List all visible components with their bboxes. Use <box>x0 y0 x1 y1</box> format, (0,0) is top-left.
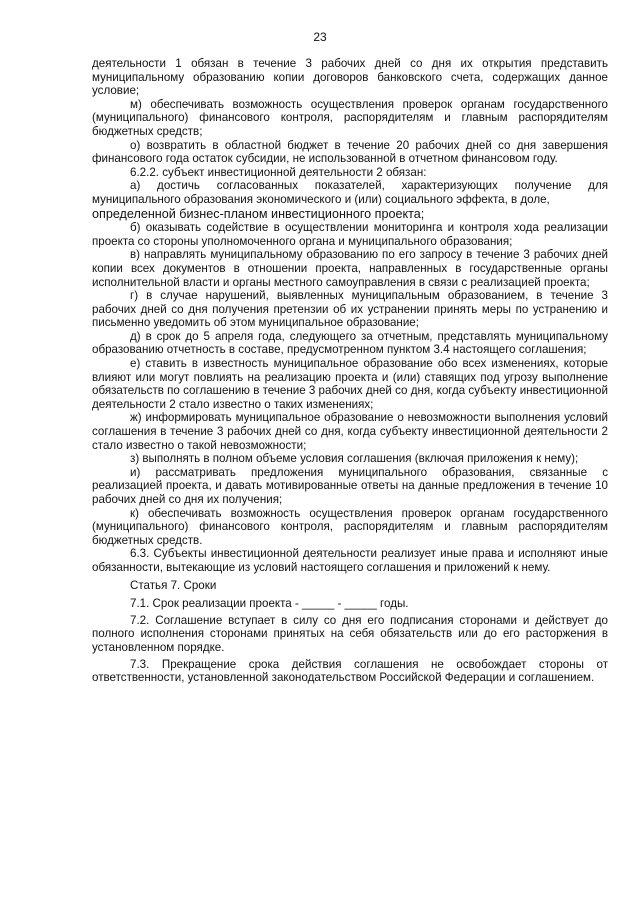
paragraph-item-zh: ж) информировать муниципальное образование о невозможности выполнения условий соглашения в течение 3 рабочих дней со дня, когда субъекту инвестиционной деятельности 2 стало известно о такой невозможности; <box>92 411 608 452</box>
paragraph-item-d: д) в срок до 5 апреля года, следующего за отчетным, представлять муниципальному образованию отчетность в составе, предусмотренном пунктом 3.4 настоящего соглашения; <box>92 329 608 357</box>
paragraph-item-o: о) возвратить в областной бюджет в течение 20 рабочих дней со дня завершения финансового года остаток субсидии, не использованной в отчетном финансовом году. <box>92 138 608 166</box>
paragraph-item-a-continuation: определенной бизнес-планом инвестиционного проекта; <box>92 206 425 221</box>
paragraph-item-g: г) в случае нарушений, выявленных муниципальным образованием, в течение 3 рабочих дней со дня получения претензии об их устранении принять меры по устранению и письменно уведомить об этом муниципальное образование; <box>92 289 608 330</box>
paragraph-7-2: 7.2. Соглашение вступает в силу со дня его подписания сторонами и действует до полного исполнения сторонами принятых на себя обязательств или до его расторжения в установленном порядке. <box>92 613 608 654</box>
paragraph-item-a: а) достичь согласованных показателей, характеризующих получение для муниципального образования экономического и (или) социального эффекта, в доле, <box>92 179 608 206</box>
paragraph-item-b: б) оказывать содействие в осуществлении мониторинга и контроля хода реализации проекта со стороны уполномоченного органа и муниципального образования; <box>92 221 608 248</box>
paragraph-7-1: 7.1. Срок реализации проекта - _____ - _____ годы. <box>130 597 409 611</box>
paragraph-item-v: в) направлять муниципальному образованию по его запросу в течение 3 рабочих дней копии всех документов в отношении проекта, направленных в государственные органы исполнительной власти и органы местного самоуправления в связи с реализацией проекта; <box>92 248 608 289</box>
document-body <box>92 57 608 685</box>
page-number: 23 <box>313 30 327 44</box>
paragraph-item-k: к) обеспечивать возможность осуществления проверок органам государственного (муниципального) финансового контроля, распорядителям и главным распорядителям бюджетных средств. <box>92 506 608 547</box>
paragraph-continuation: деятельности 1 обязан в течение 3 рабочих дней со дня их открытия представить муниципальному образованию копии договоров банковского счета, содержащих данное условие; <box>92 57 608 98</box>
article-7-heading: Статья 7. Сроки <box>130 578 217 592</box>
paragraph-item-e: е) ставить в известность муниципальное образование обо всех изменениях, которые влияют или могут повлиять на реализацию проекта и (или) ставящих под угрозу выполнение обязательств по соглашению в течение 3 рабочих дней со дня, когда субъекту инвестиционной деятельности 2 стало известно о таких изменениях; <box>92 357 608 411</box>
paragraph-item-m: м) обеспечивать возможность осуществления проверок органам государственного (муниципального) финансового контроля, распорядителям и главным распорядителям бюджетных средств; <box>92 97 608 138</box>
paragraph-6-3: 6.3. Субъекты инвестиционной деятельности реализует иные права и исполняют иные обязанности, вытекающие из условий настоящего соглашения и приложений к нему. <box>92 547 608 574</box>
paragraph-item-i: и) рассматривать предложения муниципального образования, связанные с реализацией проекта, и давать мотивированные ответы на данные предложения в течение 10 рабочих дней со дня их получения; <box>92 465 608 506</box>
paragraph-item-z: з) выполнять в полном объеме условия соглашения (включая приложения к нему); <box>130 452 579 466</box>
paragraph-7-3: 7.3. Прекращение срока действия соглашения не освобождает стороны от ответственности, установленной законодательством Российской Федерации и соглашением. <box>92 657 608 685</box>
paragraph-6-2-2: 6.2.2. субъект инвестиционной деятельности 2 обязан: <box>130 165 427 179</box>
